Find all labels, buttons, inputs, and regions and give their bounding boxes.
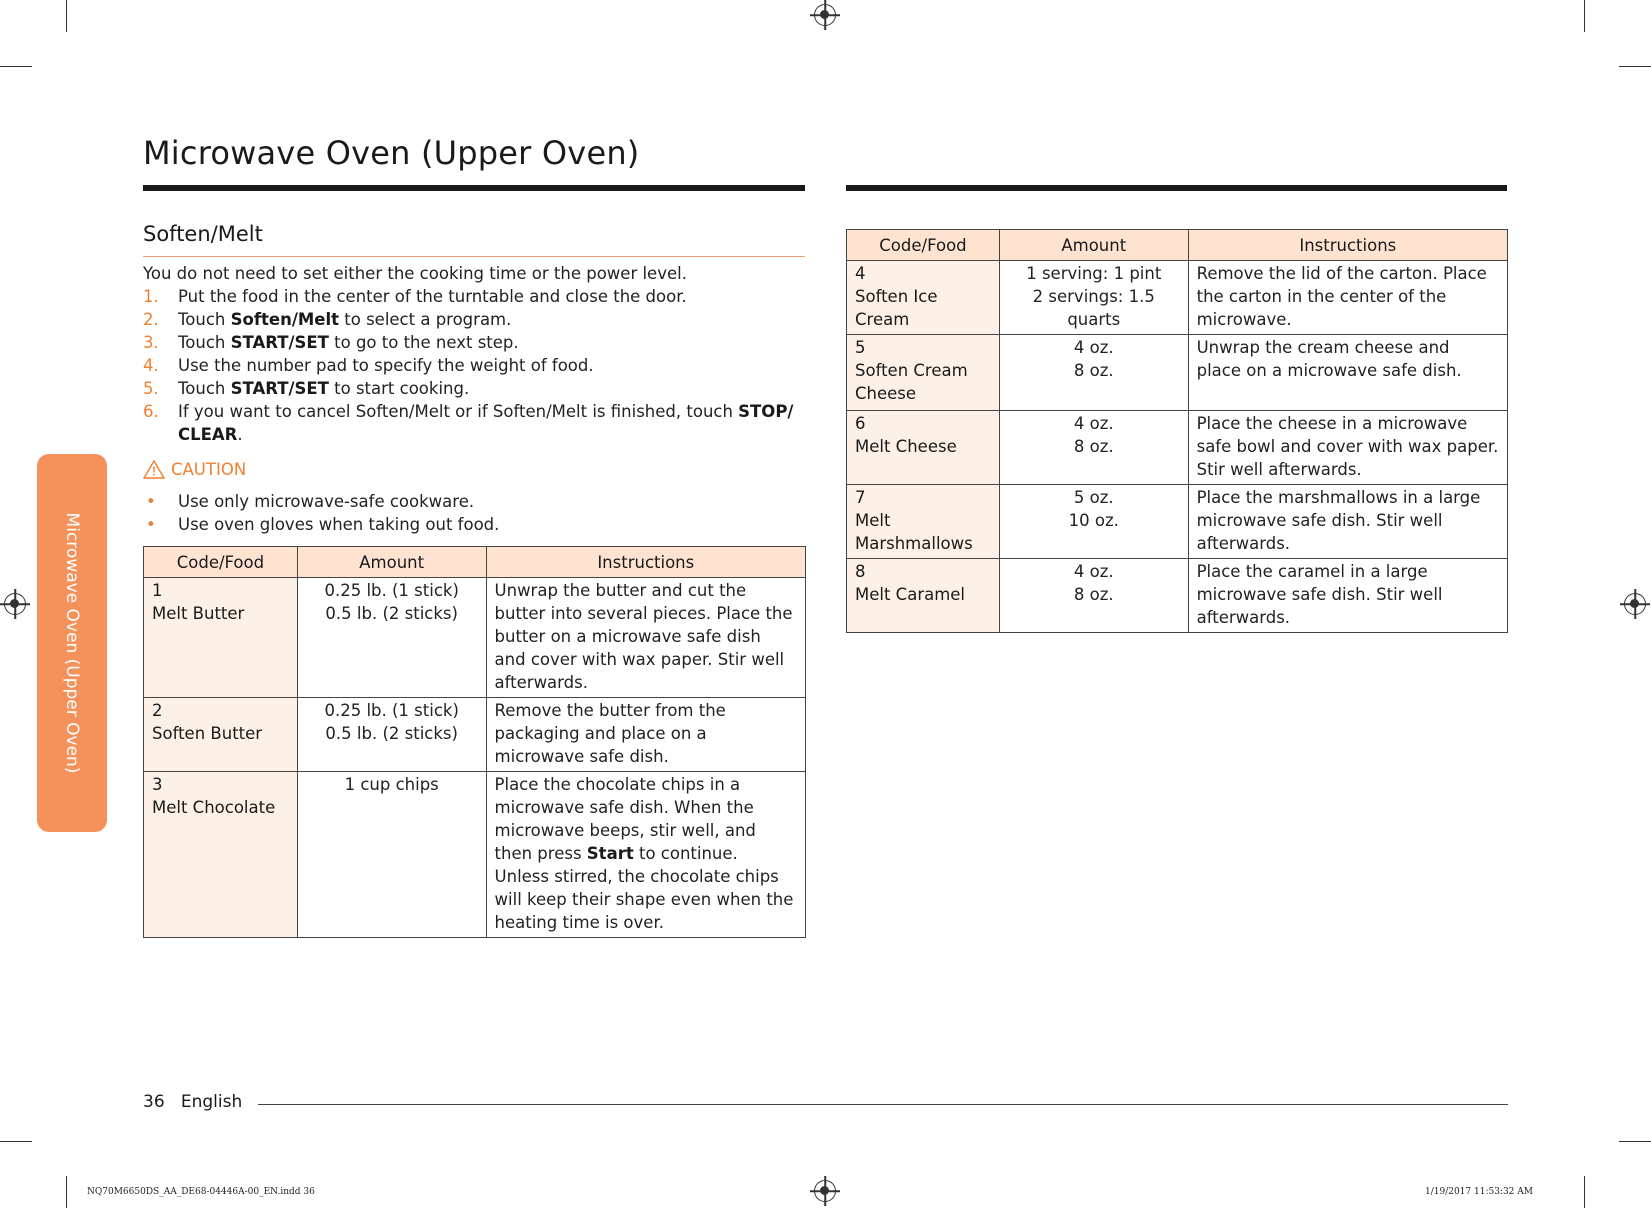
table-row bbox=[144, 578, 806, 698]
code-food-cell: 1 Melt Butter bbox=[144, 578, 298, 698]
date-slug: 1/19/2017 11:53:32 AM bbox=[1424, 1187, 1533, 1197]
crop-mark bbox=[0, 1141, 32, 1142]
instructions-cell: Place the chocolate chips in a microwave safe dish. When the microwave beeps, stir well, and then press Start to continue. Unless stirred, the chocolate chips will keep their shape even when the heating time is over. bbox=[486, 772, 805, 938]
crop-mark bbox=[1584, 0, 1585, 32]
caution-item: • Use only microwave-safe cookware. bbox=[143, 490, 499, 513]
instructions-cell: Place the caramel in a large microwave safe dish. Stir well afterwards. bbox=[1188, 559, 1507, 633]
caution-heading bbox=[143, 460, 246, 479]
table-row bbox=[847, 411, 1508, 485]
code-food-cell: 7 Melt Marshmallows bbox=[847, 485, 1000, 559]
amount-cell: 0.25 lb. (1 stick) 0.5 lb. (2 sticks) bbox=[297, 698, 486, 772]
table-header-row bbox=[144, 547, 806, 578]
amount-cell: 4 oz. 8 oz. bbox=[999, 559, 1188, 633]
header-instructions: Instructions bbox=[1188, 230, 1507, 261]
instructions-cell: Unwrap the cream cheese and place on a microwave safe dish. bbox=[1188, 335, 1507, 411]
step-item: 5. Touch START/SET to start cooking. bbox=[143, 379, 470, 398]
language-label: English bbox=[180, 1092, 243, 1112]
crop-mark bbox=[1619, 1141, 1651, 1142]
instructions-cell: Place the cheese in a microwave safe bowl and cover with wax paper. Stir well afterwards. bbox=[1188, 411, 1507, 485]
code-food-cell: 3 Melt Chocolate bbox=[144, 772, 298, 938]
instructions-cell: Remove the butter from the packaging and place on a microwave safe dish. bbox=[486, 698, 805, 772]
page-title: Microwave Oven (Upper Oven) bbox=[143, 134, 640, 172]
step-item: 2. Touch Soften/Melt to select a program. bbox=[143, 310, 512, 329]
soften-melt-table-continued bbox=[846, 229, 1508, 633]
code-food-cell: 8 Melt Caramel bbox=[847, 559, 1000, 633]
crop-mark bbox=[66, 1176, 67, 1208]
caution-list bbox=[143, 490, 499, 536]
side-tab-label: Microwave Oven (Upper Oven) bbox=[62, 512, 82, 774]
table-row bbox=[847, 559, 1508, 633]
file-slug: NQ70M6650DS_AA_DE68-04446A-00_EN.indd 36 bbox=[87, 1187, 315, 1197]
step-item: 3. Touch START/SET to go to the next step. bbox=[143, 333, 519, 352]
registration-mark-icon bbox=[814, 4, 836, 26]
step-item: 1. Put the food in the center of the turntable and close the door. bbox=[143, 287, 687, 306]
section-title: Soften/Melt bbox=[143, 222, 263, 246]
header-code-food: Code/Food bbox=[847, 230, 1000, 261]
header-amount: Amount bbox=[297, 547, 486, 578]
page-footer bbox=[143, 1092, 242, 1112]
registration-mark-icon bbox=[1624, 593, 1646, 615]
crop-mark bbox=[66, 0, 67, 32]
registration-mark-icon bbox=[814, 1180, 836, 1202]
caution-label: CAUTION bbox=[171, 460, 247, 479]
intro-text: You do not need to set either the cooking time or the power level. bbox=[143, 264, 687, 283]
code-food-cell: 2 Soften Butter bbox=[144, 698, 298, 772]
code-food-cell: 6 Melt Cheese bbox=[847, 411, 1000, 485]
code-food-cell: 4 Soften Ice Cream bbox=[847, 261, 1000, 335]
step-item: 6. If you want to cancel Soften/Melt or if Soften/Melt is finished, touch STOP/ CLEAR. bbox=[143, 402, 794, 444]
table-row bbox=[847, 485, 1508, 559]
warning-icon bbox=[143, 460, 165, 479]
amount-cell: 1 serving: 1 pint 2 servings: 1.5 quarts bbox=[999, 261, 1188, 335]
amount-cell: 1 cup chips bbox=[297, 772, 486, 938]
instructions-cell: Remove the lid of the carton. Place the carton in the center of the microwave. bbox=[1188, 261, 1507, 335]
soften-melt-table bbox=[143, 546, 806, 938]
step-item: 4. Use the number pad to specify the weight of food. bbox=[143, 356, 594, 375]
side-tab bbox=[37, 454, 107, 832]
section-rule bbox=[143, 256, 805, 257]
page-number: 36 bbox=[143, 1092, 165, 1112]
registration-mark-icon bbox=[4, 593, 26, 615]
crop-mark bbox=[1619, 66, 1651, 67]
instructions-cell: Place the marshmallows in a large microwave safe dish. Stir well afterwards. bbox=[1188, 485, 1507, 559]
header-amount: Amount bbox=[999, 230, 1188, 261]
header-instructions: Instructions bbox=[486, 547, 805, 578]
footer-rule bbox=[258, 1104, 1508, 1105]
amount-cell: 0.25 lb. (1 stick) 0.5 lb. (2 sticks) bbox=[297, 578, 486, 698]
table-header-row bbox=[847, 230, 1508, 261]
code-food-cell: 5 Soften Cream Cheese bbox=[847, 335, 1000, 411]
amount-cell: 5 oz. 10 oz. bbox=[999, 485, 1188, 559]
table-row bbox=[144, 698, 806, 772]
steps-list bbox=[143, 285, 803, 446]
table-row bbox=[847, 261, 1508, 335]
title-rule bbox=[846, 185, 1507, 191]
caution-item: • Use oven gloves when taking out food. bbox=[143, 513, 499, 536]
instructions-cell: Unwrap the butter and cut the butter into several pieces. Place the butter on a microwave safe dish and cover with wax paper. Stir well afterwards. bbox=[486, 578, 805, 698]
amount-cell: 4 oz. 8 oz. bbox=[999, 411, 1188, 485]
table-row bbox=[847, 335, 1508, 411]
table-row bbox=[144, 772, 806, 938]
title-rule bbox=[143, 185, 805, 191]
amount-cell: 4 oz. 8 oz. bbox=[999, 335, 1188, 411]
crop-mark bbox=[1584, 1176, 1585, 1208]
header-code-food: Code/Food bbox=[144, 547, 298, 578]
crop-mark bbox=[0, 66, 32, 67]
